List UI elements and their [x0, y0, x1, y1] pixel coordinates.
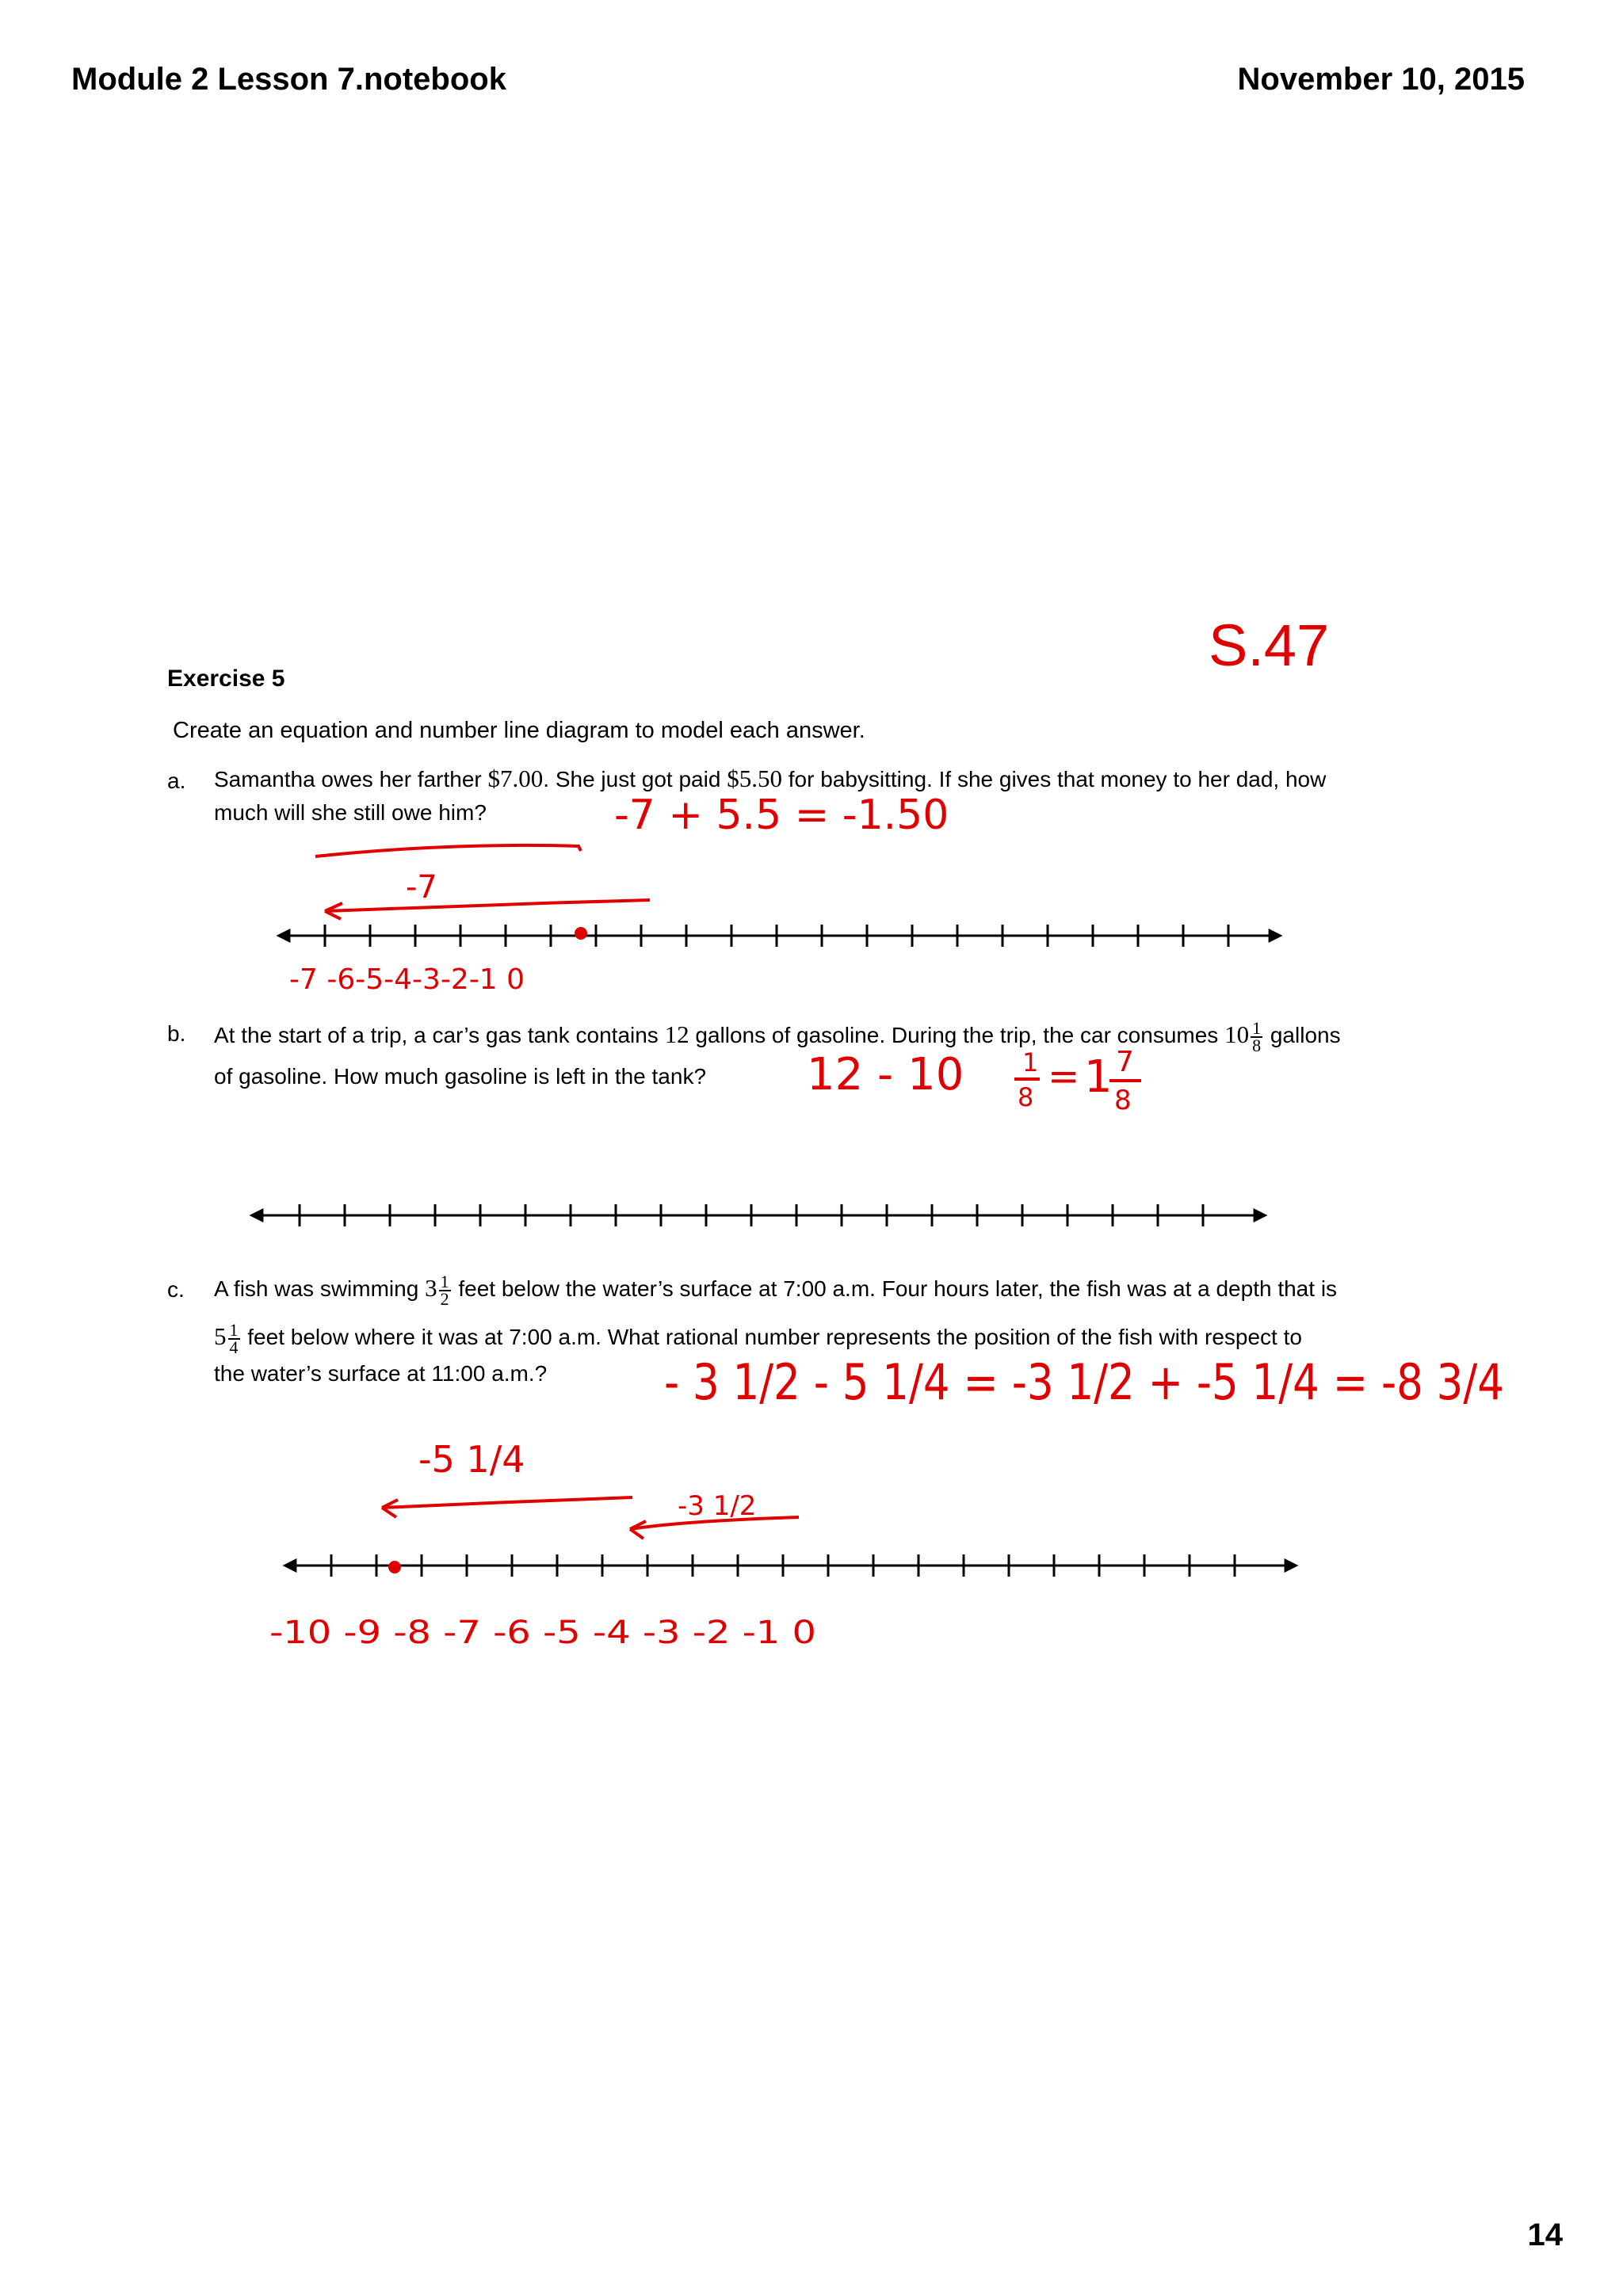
- page-reference-annotation: S.47: [1209, 612, 1330, 678]
- question-c-text-line3: the water’s surface at 11:00 a.m.?: [214, 1361, 548, 1386]
- question-b-mixed-whole: 10: [1224, 1020, 1250, 1048]
- number-line-a: [279, 925, 1280, 947]
- question-b-text-part: gallons of gasoline. During the trip, the car consumes: [689, 1023, 1225, 1047]
- fraction-denominator: 4: [229, 1337, 239, 1357]
- handwritten-fraction-b2-num: 7: [1116, 1046, 1134, 1078]
- number-line-a-ticks: [325, 925, 1228, 947]
- exercise-instructions: Create an equation and number line diagram to model each answer.: [173, 718, 865, 743]
- question-c-text-part: A fish was swimming: [214, 1276, 426, 1301]
- question-a-amount-paid: $5.50: [727, 765, 782, 792]
- question-c-mixed1-whole: 3: [425, 1274, 437, 1302]
- question-b-letter: b.: [167, 1021, 186, 1046]
- question-a-text-part: for babysitting. If she gives that money to her dad, how: [781, 767, 1327, 791]
- fraction-denominator: 8: [1252, 1035, 1262, 1055]
- question-a-text-part: . She just got paid: [543, 767, 727, 791]
- handwritten-tick-labels-a: -7 -6-5-4-3-2-1 0: [289, 963, 525, 996]
- handwritten-arrow-label-c-long: -5 1/4: [418, 1438, 525, 1481]
- question-b-tank-gallons: 12: [664, 1020, 689, 1048]
- question-b-text-part: At the start of a trip, a car’s gas tank contains: [214, 1023, 665, 1047]
- question-a-text-line2: much will she still owe him?: [214, 800, 487, 825]
- fraction-denominator: 2: [440, 1288, 449, 1309]
- question-a-text-part: Samantha owes her farther: [214, 767, 488, 791]
- handwritten-whole-b: 1: [1084, 1051, 1113, 1103]
- question-c-text-part: feet below where it was at 7:00 a.m. What rational number represents the position of the fish with respect to: [241, 1325, 1302, 1349]
- question-a-amount-owed: $7.00: [487, 765, 544, 792]
- fraction-numerator: 1: [1252, 1017, 1262, 1038]
- handwritten-fraction-b1-den: 8: [1018, 1082, 1034, 1112]
- number-line-c-answer-point: [388, 1561, 401, 1573]
- question-a-letter: a.: [167, 769, 186, 793]
- handwritten-fraction-b2-den: 8: [1114, 1085, 1132, 1116]
- handwritten-equals-b: =: [1048, 1055, 1080, 1099]
- question-c-letter: c.: [167, 1277, 185, 1302]
- handwritten-arrow-label-a: -7: [406, 869, 437, 906]
- fraction-numerator: 1: [229, 1319, 239, 1340]
- number-line-b-ticks: [300, 1204, 1203, 1226]
- minus-7-arrow: [325, 900, 650, 919]
- number-line-c: [285, 1554, 1296, 1577]
- fraction-numerator: 1: [440, 1271, 449, 1291]
- handwritten-equation-c: - 3 1/2 - 5 1/4 = -3 1/2 + -5 1/4 = -8 3/4: [664, 1353, 1504, 1411]
- page-number: 14: [1527, 2218, 1563, 2252]
- handwritten-tick-labels-c: -10 -9 -8 -7 -6 -5 -4 -3 -2 -1 0: [269, 1615, 816, 1651]
- handwritten-fraction-b1-num: 1: [1022, 1047, 1039, 1077]
- number-line-c-ticks: [331, 1554, 1235, 1577]
- handwritten-arrow-label-c-short: -3 1/2: [678, 1490, 757, 1522]
- number-line-b: [252, 1204, 1265, 1226]
- document-title: Module 2 Lesson 7.notebook: [71, 62, 506, 97]
- question-c-text-part: feet below the water’s surface at 7:00 a.m. Four hours later, the fish was at a depth that is: [452, 1276, 1338, 1301]
- handwritten-equation-a: -7 + 5.5 = -1.50: [614, 791, 949, 839]
- handwritten-equation-b-part1: 12 - 10: [807, 1049, 964, 1100]
- number-line-a-answer-point: [575, 927, 587, 940]
- question-c-mixed2-whole: 5: [214, 1322, 227, 1350]
- question-b-text-line2: of gasoline. How much gasoline is left in the tank?: [214, 1064, 707, 1089]
- minus-5-1-4-arrow: [382, 1497, 632, 1517]
- plus-5-5-arrow: [315, 845, 581, 856]
- question-b-text-part: gallons: [1264, 1023, 1341, 1047]
- document-date: November 10, 2015: [1237, 62, 1525, 97]
- exercise-title: Exercise 5: [167, 666, 285, 692]
